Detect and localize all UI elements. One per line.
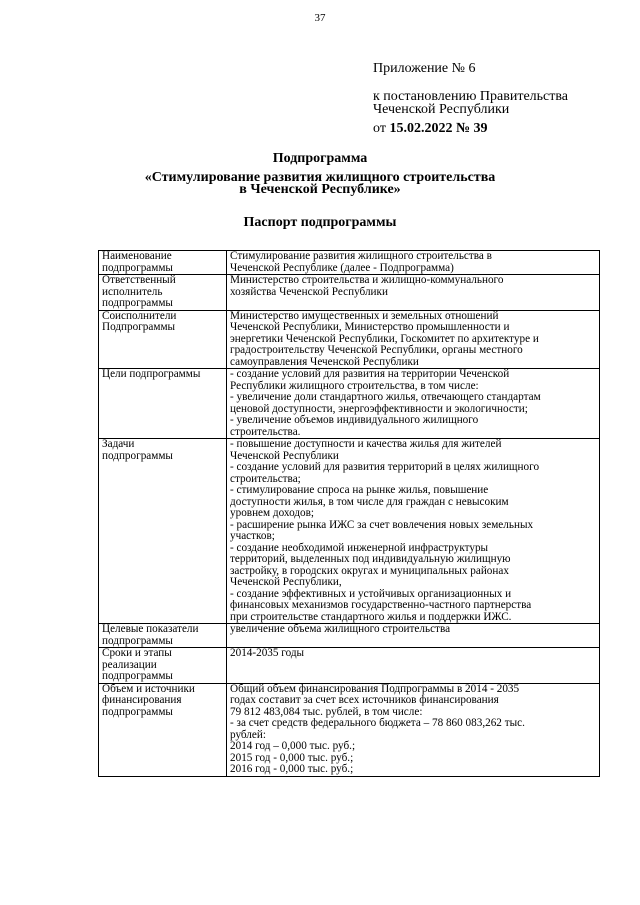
row-value-line: 79 812 483,084 тыс. рублей, в том числе: <box>230 705 423 718</box>
row-value-line: Чеченской Республики <box>230 449 339 462</box>
row-value <box>227 439 600 624</box>
annex-date <box>373 122 488 135</box>
table-row <box>99 251 600 275</box>
subprogram-name-line2: в Чеченской Республике» <box>239 182 401 197</box>
table-row <box>99 369 600 439</box>
row-value <box>227 648 600 684</box>
row-value-line: хозяйства Чеченской Республики <box>230 285 388 298</box>
row-value-line: участков; <box>230 530 275 542</box>
passport-heading: Паспорт подпрограммы <box>243 215 397 230</box>
row-value-line: энергетики Чеченской Республики, Госкомитет по архитектуре и <box>230 332 539 345</box>
row-value-line: - создание необходимой инженерной инфраструктуры <box>230 541 489 554</box>
row-value-line: 2016 год - 0,000 тыс. руб.; <box>230 763 354 775</box>
row-value-line: градостроительству Чеченской Республики, органы местного <box>230 344 523 356</box>
subprogram-name-line1: «Стимулирование развития жилищного строительства <box>144 170 496 185</box>
row-label-line: финансирования <box>102 694 182 706</box>
row-value-line: Республики жилищного строительства, в том числе: <box>230 379 479 392</box>
row-label-line: подпрограммы <box>102 261 173 274</box>
row-value-line: 2014 год – 0,000 тыс. руб.; <box>230 740 356 752</box>
row-value-line: - за счет средств федерального бюджета – 78 860 083,262 тыс. <box>230 717 525 729</box>
row-value-line: 2015 год - 0,000 тыс. руб.; <box>230 751 354 764</box>
row-value-line: самоуправления Чеченской Республики <box>230 355 419 368</box>
row-label <box>99 310 227 369</box>
annex-ref-line1: к постановлению Правительства <box>373 89 569 104</box>
page-number: 37 <box>314 12 326 24</box>
row-value-line: Министерство строительства и жилищно-коммунального <box>230 274 504 286</box>
row-label-line: подпрограммы <box>102 449 173 462</box>
row-label <box>99 648 227 684</box>
row-label-line: Задачи <box>102 438 135 450</box>
row-value-line: Министерство имущественных и земельных отношений <box>230 309 499 322</box>
table-row <box>99 683 600 776</box>
row-value <box>227 624 600 648</box>
row-value-line: доступности жилья, в том числе для граждан с невысоким <box>230 495 509 508</box>
row-value-line: Чеченской Республики, Министерство промышленности и <box>230 321 510 333</box>
row-label <box>99 439 227 624</box>
row-label-line: реализации <box>102 658 157 671</box>
row-value-line: - повышение доступности и качества жилья для жителей <box>230 438 502 450</box>
row-label-line: подпрограммы <box>102 670 173 682</box>
table-row <box>99 275 600 311</box>
row-label-line: исполнитель <box>102 285 163 298</box>
row-value-line: финансовых механизмов государственно-частного партнерства <box>230 599 532 611</box>
row-value-line: Чеченской Республике (далее - Подпрограмма) <box>230 261 454 274</box>
row-value <box>227 683 600 776</box>
row-value-line: строительства; <box>230 472 301 485</box>
row-value-line: - увеличение доли стандартного жилья, отвечающего стандартам <box>230 391 541 403</box>
row-label-line: Подпрограммы <box>102 321 176 333</box>
row-value-line: годах составит за счет всех источников финансирования <box>230 694 499 706</box>
row-value <box>227 251 600 275</box>
row-label <box>99 275 227 311</box>
row-value-line: уровнем доходов; <box>230 507 315 519</box>
row-value-line: при строительстве стандартного жилья и поддержки ИЖС. <box>230 610 512 623</box>
row-value <box>227 275 600 311</box>
row-value-line: ценовой доступности, энергоэффективности и экологичности; <box>230 402 528 415</box>
annex-title: Приложение № 6 <box>373 61 476 76</box>
row-label <box>99 683 227 776</box>
row-label <box>99 624 227 648</box>
row-label-line: Ответственный <box>102 274 176 286</box>
subprogram-name <box>0 172 640 196</box>
annex-date-prefix: от <box>373 121 390 136</box>
row-value-line: Стимулирование развития жилищного строительства в <box>230 250 492 262</box>
row-value-line: - расширение рынка ИЖС за счет вовлечения новых земельных <box>230 518 534 531</box>
annex-date-number: 15.02.2022 № 39 <box>389 121 488 136</box>
row-label-line: Объем и источники <box>102 682 195 695</box>
annex-ref-line2: Чеченской Республики <box>373 102 510 117</box>
row-label-line: подпрограммы <box>102 634 173 647</box>
row-value-line: Общий объем финансирования Подпрограммы в 2014 - 2035 <box>230 682 520 695</box>
row-value <box>227 369 600 439</box>
row-label-line: подпрограммы <box>102 297 173 309</box>
row-value-line: Чеченской Республики, <box>230 576 342 588</box>
row-value-line: территорий, выделенных под индивидуальную жилищную <box>230 553 511 565</box>
row-label-line: Целевые показатели <box>102 623 199 635</box>
annex-reference <box>373 90 568 116</box>
table-row <box>99 648 600 684</box>
subprogram-heading: Подпрограмма <box>272 151 368 166</box>
row-label-line: Соисполнители <box>102 309 177 322</box>
row-value-line: 2014-2035 годы <box>230 647 305 659</box>
row-label <box>99 251 227 275</box>
row-value-line: - создание условий для развития на территории Чеченской <box>230 368 510 380</box>
row-value-line: застройку, в городских округах и муниципальных районах <box>230 564 509 577</box>
row-label <box>99 369 227 439</box>
table-row <box>99 310 600 369</box>
row-label-line: Наименование <box>102 250 172 262</box>
table-row <box>99 439 600 624</box>
row-value <box>227 310 600 369</box>
row-label-line: Сроки и этапы <box>102 647 172 659</box>
row-value-line: - создание эффективных и устойчивых организационных и <box>230 587 512 600</box>
row-value-line: увеличение объема жилищного строительства <box>230 623 451 635</box>
row-value-line: строительства. <box>230 425 301 438</box>
row-label-line: подпрограммы <box>102 705 173 718</box>
row-value-line: - создание условий для развития территорий в целях жилищного <box>230 461 540 473</box>
row-label-line: Цели подпрограммы <box>102 368 201 380</box>
row-value-line: - увеличение объемов индивидуального жилищного <box>230 414 479 426</box>
row-value-line: - стимулирование спроса на рынке жилья, повышение <box>230 484 489 496</box>
row-value-line: рублей: <box>230 728 266 741</box>
passport-table <box>98 250 600 777</box>
table-row <box>99 624 600 648</box>
